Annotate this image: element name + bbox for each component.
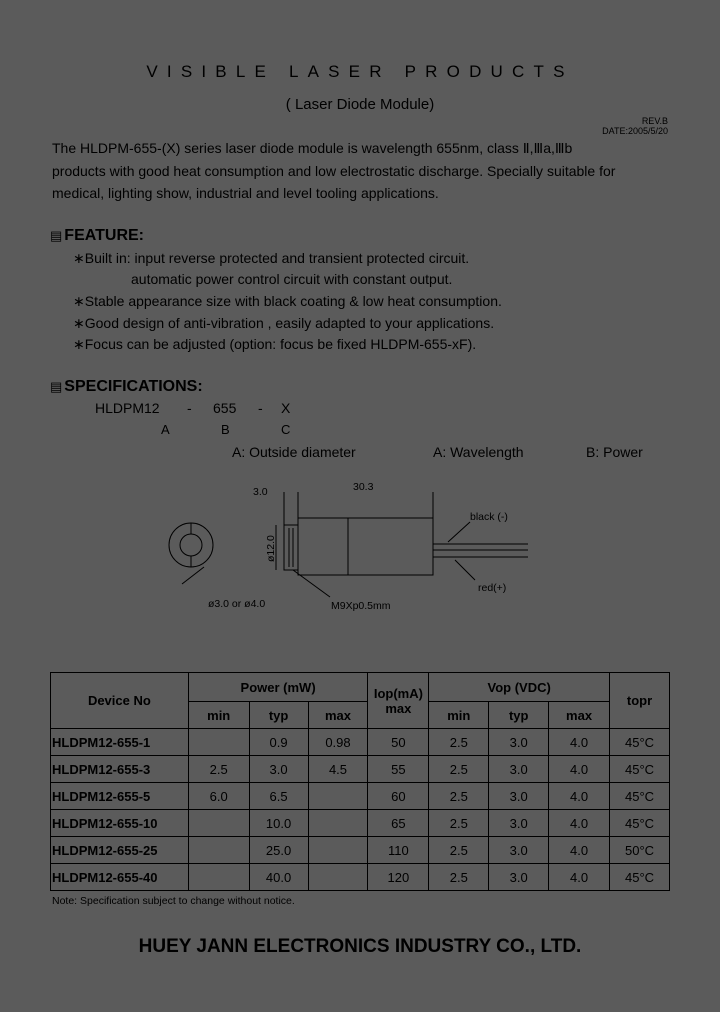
cell-pmax xyxy=(308,783,368,810)
cell-pmin xyxy=(188,864,249,891)
cell-vmax: 4.0 xyxy=(549,864,610,891)
cell-vmin: 2.5 xyxy=(429,729,489,756)
document-title: VISIBLE LASER PRODUCTS xyxy=(146,62,574,81)
cell-pmax xyxy=(308,864,368,891)
feature-heading: ▤ FEATURE: xyxy=(50,227,144,244)
legend-power: B: Power xyxy=(586,444,643,460)
hole-diameter-label: ø3.0 or ø4.0 xyxy=(208,598,266,610)
header-device-no: Device No xyxy=(51,673,189,729)
header-iop: Iop(mA) max xyxy=(368,673,429,729)
cell-pmax xyxy=(308,837,368,864)
intro-line-2: products with good heat consumption and low electrostatic discharge. Specially suitable for xyxy=(52,163,616,179)
cell-vmin: 2.5 xyxy=(429,810,489,837)
table-row xyxy=(51,810,670,837)
cell-vtyp: 3.0 xyxy=(489,729,549,756)
cell-vmax: 4.0 xyxy=(549,810,610,837)
cell-topr: 45°C xyxy=(610,729,670,756)
cell-vmax: 4.0 xyxy=(549,837,610,864)
cell-ptyp: 0.9 xyxy=(249,729,308,756)
cell-topr: 45°C xyxy=(610,783,670,810)
dim-left-label: 3.0 xyxy=(253,486,268,498)
cell-vmin: 2.5 xyxy=(429,837,489,864)
cell-device: HLDPM12-655-3 xyxy=(51,756,189,783)
cell-vmin: 2.5 xyxy=(429,864,489,891)
feature-item: ∗Good design of anti-vibration , easily adapted to your applications. xyxy=(73,315,495,331)
front-view-icon xyxy=(169,523,213,584)
model-letter-c: C xyxy=(281,422,291,437)
cell-pmax: 0.98 xyxy=(308,729,368,756)
cell-pmin xyxy=(188,810,249,837)
table-row xyxy=(51,837,670,864)
header-vop-typ: typ xyxy=(489,702,549,729)
cell-vmax: 4.0 xyxy=(549,783,610,810)
spec-table xyxy=(50,672,670,891)
cell-iop: 120 xyxy=(368,864,429,891)
section-marker-icon: ▤ xyxy=(50,228,63,243)
table-note: Note: Specification subject to change without notice. xyxy=(52,895,295,907)
section-marker-icon: ▤ xyxy=(50,379,63,394)
thread-spec-label: M9Xp0.5mm xyxy=(331,600,391,612)
cell-vtyp: 3.0 xyxy=(489,810,549,837)
table-row xyxy=(51,756,670,783)
cell-iop: 50 xyxy=(368,729,429,756)
cell-iop: 110 xyxy=(368,837,429,864)
cell-pmin: 6.0 xyxy=(188,783,249,810)
cell-pmin: 2.5 xyxy=(188,756,249,783)
cell-iop: 60 xyxy=(368,783,429,810)
cell-device: HLDPM12-655-1 xyxy=(51,729,189,756)
cell-iop: 65 xyxy=(368,810,429,837)
model-wavelength: 655 xyxy=(213,400,237,416)
header-vop: Vop (VDC) xyxy=(429,673,610,702)
cell-ptyp: 6.5 xyxy=(249,783,308,810)
cell-device: HLDPM12-655-25 xyxy=(51,837,189,864)
cell-vtyp: 3.0 xyxy=(489,864,549,891)
header-vop-max: max xyxy=(549,702,610,729)
cell-vmax: 4.0 xyxy=(549,756,610,783)
model-prefix: HLDPM12 xyxy=(95,400,160,416)
specifications-heading: ▤ SPECIFICATIONS: xyxy=(50,378,203,395)
wire-red-label: red(+) xyxy=(478,582,507,594)
cell-pmax xyxy=(308,810,368,837)
dim-length-label: 30.3 xyxy=(353,481,374,493)
header-power-max: max xyxy=(308,702,368,729)
model-dash: - xyxy=(187,400,192,416)
intro-line-3: medical, lighting show, industrial and level tooling applications. xyxy=(52,185,439,201)
cell-pmin xyxy=(188,729,249,756)
cell-ptyp: 25.0 xyxy=(249,837,308,864)
header-power: Power (mW) xyxy=(188,673,368,702)
dim-diameter-label: ø12.0 xyxy=(265,535,277,562)
feature-item: ∗Focus can be adjusted (option: focus be fixed HLDPM-655-xF). xyxy=(73,336,477,352)
cell-topr: 45°C xyxy=(610,810,670,837)
cell-pmax: 4.5 xyxy=(308,756,368,783)
cell-vmin: 2.5 xyxy=(429,756,489,783)
cell-ptyp: 40.0 xyxy=(249,864,308,891)
cell-ptyp: 3.0 xyxy=(249,756,308,783)
module-dimension-drawing xyxy=(0,470,720,620)
table-row xyxy=(51,729,670,756)
cell-pmin xyxy=(188,837,249,864)
cell-device: HLDPM12-655-10 xyxy=(51,810,189,837)
cell-vtyp: 3.0 xyxy=(489,756,549,783)
cell-vtyp: 3.0 xyxy=(489,783,549,810)
date-label: DATE:2005/5/20 xyxy=(602,126,668,136)
wire-black-label: black (-) xyxy=(470,511,508,523)
cell-topr: 50°C xyxy=(610,837,670,864)
legend-outside-diameter: A: Outside diameter xyxy=(232,444,356,460)
feature-item: ∗Built in: input reverse protected and transient protected circuit. xyxy=(73,250,470,266)
cell-vmin: 2.5 xyxy=(429,783,489,810)
model-dash: - xyxy=(258,400,263,416)
table-row xyxy=(51,864,670,891)
cell-ptyp: 10.0 xyxy=(249,810,308,837)
feature-item: ∗Stable appearance size with black coating & low heat consumption. xyxy=(73,293,502,309)
intro-line-1: The HLDPM-655-(X) series laser diode module is wavelength 655nm, class Ⅱ,Ⅲa,Ⅲb xyxy=(52,140,573,156)
document-subtitle: ( Laser Diode Module) xyxy=(285,96,435,113)
company-name: HUEY JANN ELECTRONICS INDUSTRY CO., LTD. xyxy=(138,936,582,957)
cell-vtyp: 3.0 xyxy=(489,837,549,864)
cell-device: HLDPM12-655-40 xyxy=(51,864,189,891)
header-vop-min: min xyxy=(429,702,489,729)
cell-device: HLDPM12-655-5 xyxy=(51,783,189,810)
legend-wavelength: A: Wavelength xyxy=(433,444,524,460)
feature-item: automatic power control circuit with constant output. xyxy=(131,271,453,287)
cell-topr: 45°C xyxy=(610,756,670,783)
table-row xyxy=(51,783,670,810)
revision-label: REV.B xyxy=(641,116,668,126)
header-power-typ: typ xyxy=(249,702,308,729)
cell-iop: 55 xyxy=(368,756,429,783)
model-letter-b: B xyxy=(221,422,230,437)
cell-topr: 45°C xyxy=(610,864,670,891)
header-power-min: min xyxy=(188,702,249,729)
header-topr: topr xyxy=(610,673,670,729)
cell-vmax: 4.0 xyxy=(549,729,610,756)
model-power: X xyxy=(281,400,291,416)
module-body-icon xyxy=(276,492,433,575)
model-letter-a: A xyxy=(161,422,170,437)
